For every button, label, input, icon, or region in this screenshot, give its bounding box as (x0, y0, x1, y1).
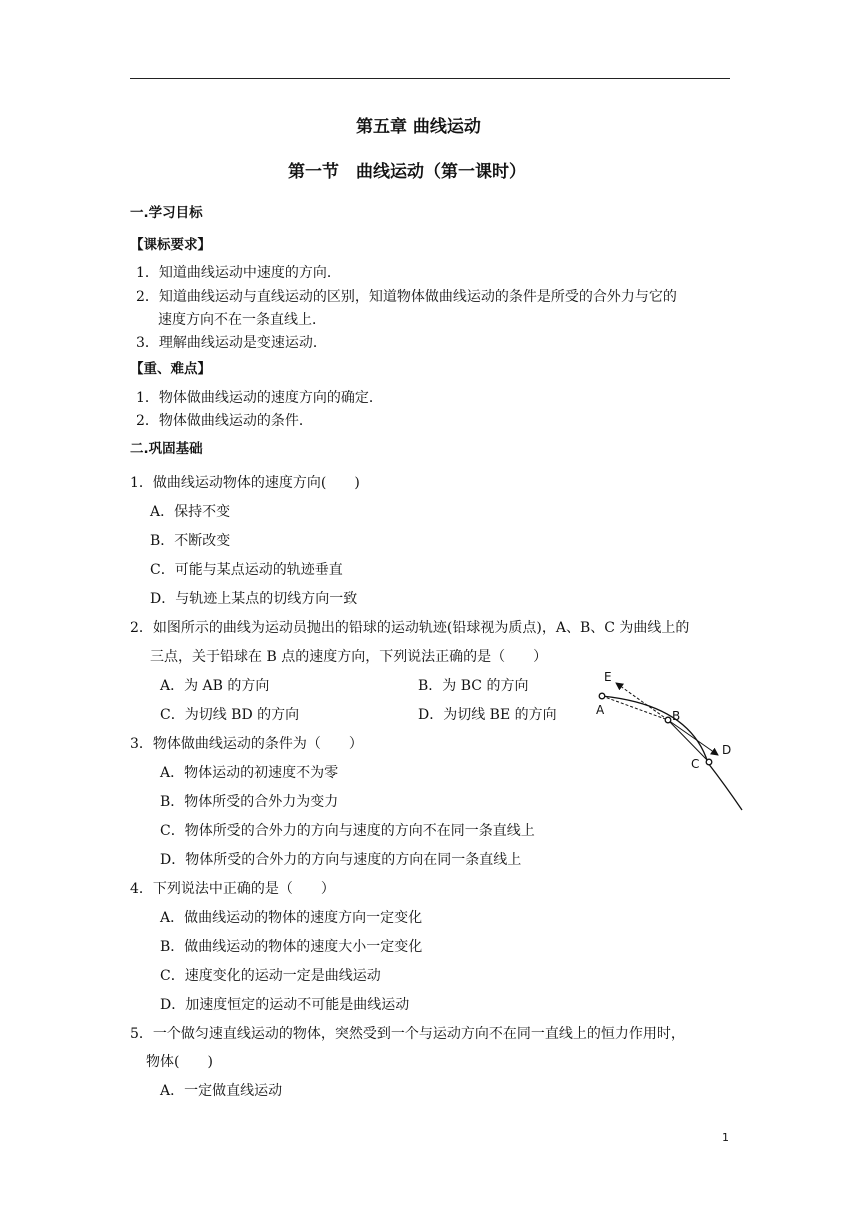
label-e: E (604, 670, 612, 684)
question-3-option-a: A．物体运动的初速度不为零 (160, 765, 339, 781)
question-4-stem: 4．下列说法中正确的是（ ） (130, 881, 335, 897)
question-2-option-a: A．为 AB 的方向 (160, 678, 270, 694)
chord-ab (602, 696, 668, 720)
question-2-stem-continued: 三点，关于铅球在 B 点的速度方向，下列说法正确的是（ ） (150, 649, 548, 665)
point-a (599, 693, 605, 699)
requirement-item: 3．理解曲线运动是变速运动． (136, 335, 327, 351)
question-3-stem: 3．物体做曲线运动的条件为（ ） (130, 736, 363, 752)
question-5-stem-continued: 物体( ) (146, 1054, 213, 1070)
question-4-option-c: C．速度变化的运动一定是曲线运动 (160, 968, 381, 984)
requirement-item: 2．知道曲线运动与直线运动的区别，知道物体做曲线运动的条件是所受的合外力与它的 (136, 289, 677, 305)
question-3-option-b: B．物体所受的合外力为变力 (160, 794, 339, 810)
key-point-item: 2．物体做曲线运动的条件． (136, 413, 313, 429)
header-rule (130, 78, 730, 79)
section-title: 第一节 曲线运动（第一课时） (288, 162, 526, 182)
point-c (706, 759, 712, 765)
question-3-option-c: C．物体所受的合外力的方向与速度的方向不在同一条直线上 (160, 823, 535, 839)
label-a: A (596, 703, 605, 717)
key-point-item: 1．物体做曲线运动的速度方向的确定． (136, 390, 383, 406)
question-1-option-c: C．可能与某点运动的轨迹垂直 (150, 562, 343, 578)
section-heading-basics: 二.巩固基础 (130, 441, 203, 457)
tangent-bd (668, 720, 718, 755)
label-b: B (672, 709, 681, 723)
question-3-option-d: D．物体所受的合外力的方向与速度的方向在同一条直线上 (160, 852, 522, 868)
question-1-stem: 1．做曲线运动物体的速度方向( ) (130, 475, 360, 491)
question-2-stem: 2．如图所示的曲线为运动员抛出的铅球的运动轨迹(铅球视为质点)，A、B、C 为曲线上的 (130, 620, 690, 636)
tangent-be (616, 683, 668, 720)
question-5-option-a: A．一定做直线运动 (160, 1083, 283, 1099)
question-1-option-a: A．保持不变 (150, 504, 231, 520)
page-number: 1 (722, 1131, 729, 1144)
question-2-option-b: B．为 BC 的方向 (418, 678, 529, 694)
label-d: D (722, 743, 732, 757)
question-4-option-d: D．加速度恒定的运动不可能是曲线运动 (160, 997, 410, 1013)
chord-bc (668, 720, 709, 762)
trajectory-figure (590, 665, 750, 815)
key-points-heading: 【重、难点】 (130, 361, 211, 377)
label-c: C (691, 757, 700, 771)
question-4-option-b: B．做曲线运动的物体的速度大小一定变化 (160, 939, 423, 955)
requirement-item: 1．知道曲线运动中速度的方向． (136, 265, 341, 281)
chapter-title: 第五章 曲线运动 (356, 117, 481, 137)
question-5-stem: 5．一个做匀速直线运动的物体，突然受到一个与运动方向不在同一直线上的恒力作用时， (130, 1026, 685, 1042)
requirement-item: 速度方向不在一条直线上． (158, 312, 326, 328)
point-b (665, 717, 671, 723)
question-4-option-a: A．做曲线运动的物体的速度方向一定变化 (160, 910, 423, 926)
question-1-option-d: D．与轨迹上某点的切线方向一致 (150, 591, 358, 607)
question-2-option-d: D．为切线 BE 的方向 (418, 707, 557, 723)
question-1-option-b: B．不断改变 (150, 533, 231, 549)
question-2-option-c: C．为切线 BD 的方向 (160, 707, 300, 723)
requirements-heading: 【课标要求】 (130, 237, 211, 253)
section-heading-goals: 一.学习目标 (130, 205, 203, 221)
